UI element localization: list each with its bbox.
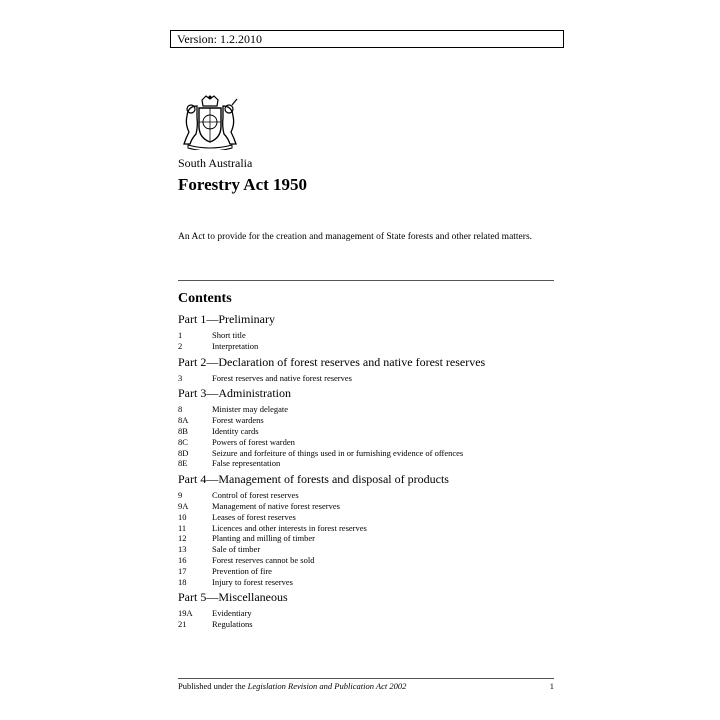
- section-entry[interactable]: [178, 501, 554, 512]
- section-number: 8A: [178, 415, 189, 426]
- long-title: An Act to provide for the creation and management of State forests and other related matters.: [178, 232, 533, 242]
- section-title: Forest reserves and native forest reserves: [212, 372, 352, 383]
- section-title: False representation: [212, 458, 281, 469]
- section-title: Identity cards: [212, 425, 259, 436]
- footer-rule: [178, 678, 554, 679]
- top-rule: [178, 280, 554, 281]
- section-number: 10: [178, 511, 187, 522]
- act-title: Forestry Act 1950: [178, 175, 308, 194]
- version-label: Version: 1.2.2010: [177, 32, 262, 46]
- coat-of-arms-icon: [180, 94, 240, 150]
- section-entry[interactable]: [178, 512, 554, 523]
- section-entry[interactable]: [178, 426, 554, 437]
- section-number: 8D: [178, 447, 189, 458]
- contents-part: [178, 590, 554, 630]
- section-entry[interactable]: [178, 608, 554, 619]
- section-number: 11: [178, 522, 187, 533]
- section-entry[interactable]: [178, 577, 554, 588]
- section-entry[interactable]: [178, 533, 554, 544]
- part-heading[interactable]: Part 4—Management of forests and disposal of products: [178, 472, 449, 487]
- section-entry[interactable]: [178, 458, 554, 469]
- section-entry[interactable]: [178, 437, 554, 448]
- section-title: Prevention of fire: [212, 565, 272, 576]
- section-title: Management of native forest reserves: [212, 500, 340, 511]
- section-title: Licences and other interests in forest reserves: [212, 522, 367, 533]
- section-title: Forest wardens: [212, 415, 264, 426]
- section-number: 18: [178, 576, 187, 587]
- section-entry[interactable]: [178, 448, 554, 459]
- section-title: Injury to forest reserves: [212, 576, 293, 587]
- section-number: 21: [178, 619, 187, 630]
- footer-prefix: Published under the: [178, 681, 248, 691]
- contents-part: [178, 312, 554, 352]
- page-footer: [178, 681, 554, 691]
- contents-parts: [178, 312, 554, 630]
- part-heading[interactable]: Part 5—Miscellaneous: [178, 590, 288, 605]
- section-title: Sale of timber: [212, 544, 261, 555]
- section-entry[interactable]: [178, 330, 554, 341]
- section-entry[interactable]: [178, 555, 554, 566]
- section-title: Control of forest reserves: [212, 490, 299, 501]
- part-heading[interactable]: Part 1—Preliminary: [178, 312, 275, 326]
- section-number: 8B: [178, 425, 188, 436]
- section-number: 3: [178, 372, 183, 383]
- contents-part: [178, 386, 554, 469]
- section-entry[interactable]: [178, 404, 554, 415]
- section-number: 12: [178, 533, 187, 544]
- section-title: Forest reserves cannot be sold: [212, 554, 315, 565]
- page-number: 1: [549, 681, 554, 691]
- section-entry[interactable]: [178, 415, 554, 426]
- contents-heading: Contents: [178, 291, 232, 306]
- version-box: [170, 30, 564, 48]
- section-title: Short title: [212, 330, 246, 340]
- section-number: 8C: [178, 436, 188, 447]
- section-title: Regulations: [212, 619, 253, 630]
- section-number: 13: [178, 544, 187, 555]
- section-entry[interactable]: [178, 523, 554, 534]
- part-heading[interactable]: Part 2—Declaration of forest reserves and native forest reserves: [178, 354, 486, 369]
- section-title: Leases of forest reserves: [212, 511, 296, 522]
- jurisdiction: South Australia: [178, 156, 253, 170]
- section-number: 2: [178, 340, 183, 351]
- section-number: 16: [178, 554, 187, 565]
- section-title: Minister may delegate: [212, 404, 289, 415]
- section-number: 17: [178, 565, 187, 576]
- section-number: 1: [178, 330, 183, 340]
- footer-act-name: Legislation Revision and Publication Act 2002: [247, 681, 407, 691]
- section-title: Interpretation: [212, 340, 259, 351]
- table-of-contents: [178, 290, 554, 630]
- part-heading[interactable]: Part 3—Administration: [178, 386, 291, 401]
- section-number: 9A: [178, 500, 189, 511]
- section-entry[interactable]: [178, 619, 554, 630]
- section-entry[interactable]: [178, 490, 554, 501]
- section-title: Powers of forest warden: [212, 436, 295, 447]
- section-entry[interactable]: [178, 544, 554, 555]
- section-title: Seizure and forfeiture of things used in or furnishing evidence of offences: [212, 447, 464, 458]
- section-entry[interactable]: [178, 566, 554, 577]
- contents-part: [178, 355, 554, 384]
- contents-part: [178, 472, 554, 587]
- section-entry[interactable]: [178, 341, 554, 352]
- section-number: 9: [178, 490, 183, 501]
- section-number: 8E: [178, 458, 188, 469]
- section-title: Planting and milling of timber: [212, 533, 315, 544]
- section-number: 8: [178, 404, 183, 415]
- section-number: 19A: [178, 608, 193, 619]
- section-entry[interactable]: [178, 373, 554, 384]
- section-title: Evidentiary: [212, 608, 252, 619]
